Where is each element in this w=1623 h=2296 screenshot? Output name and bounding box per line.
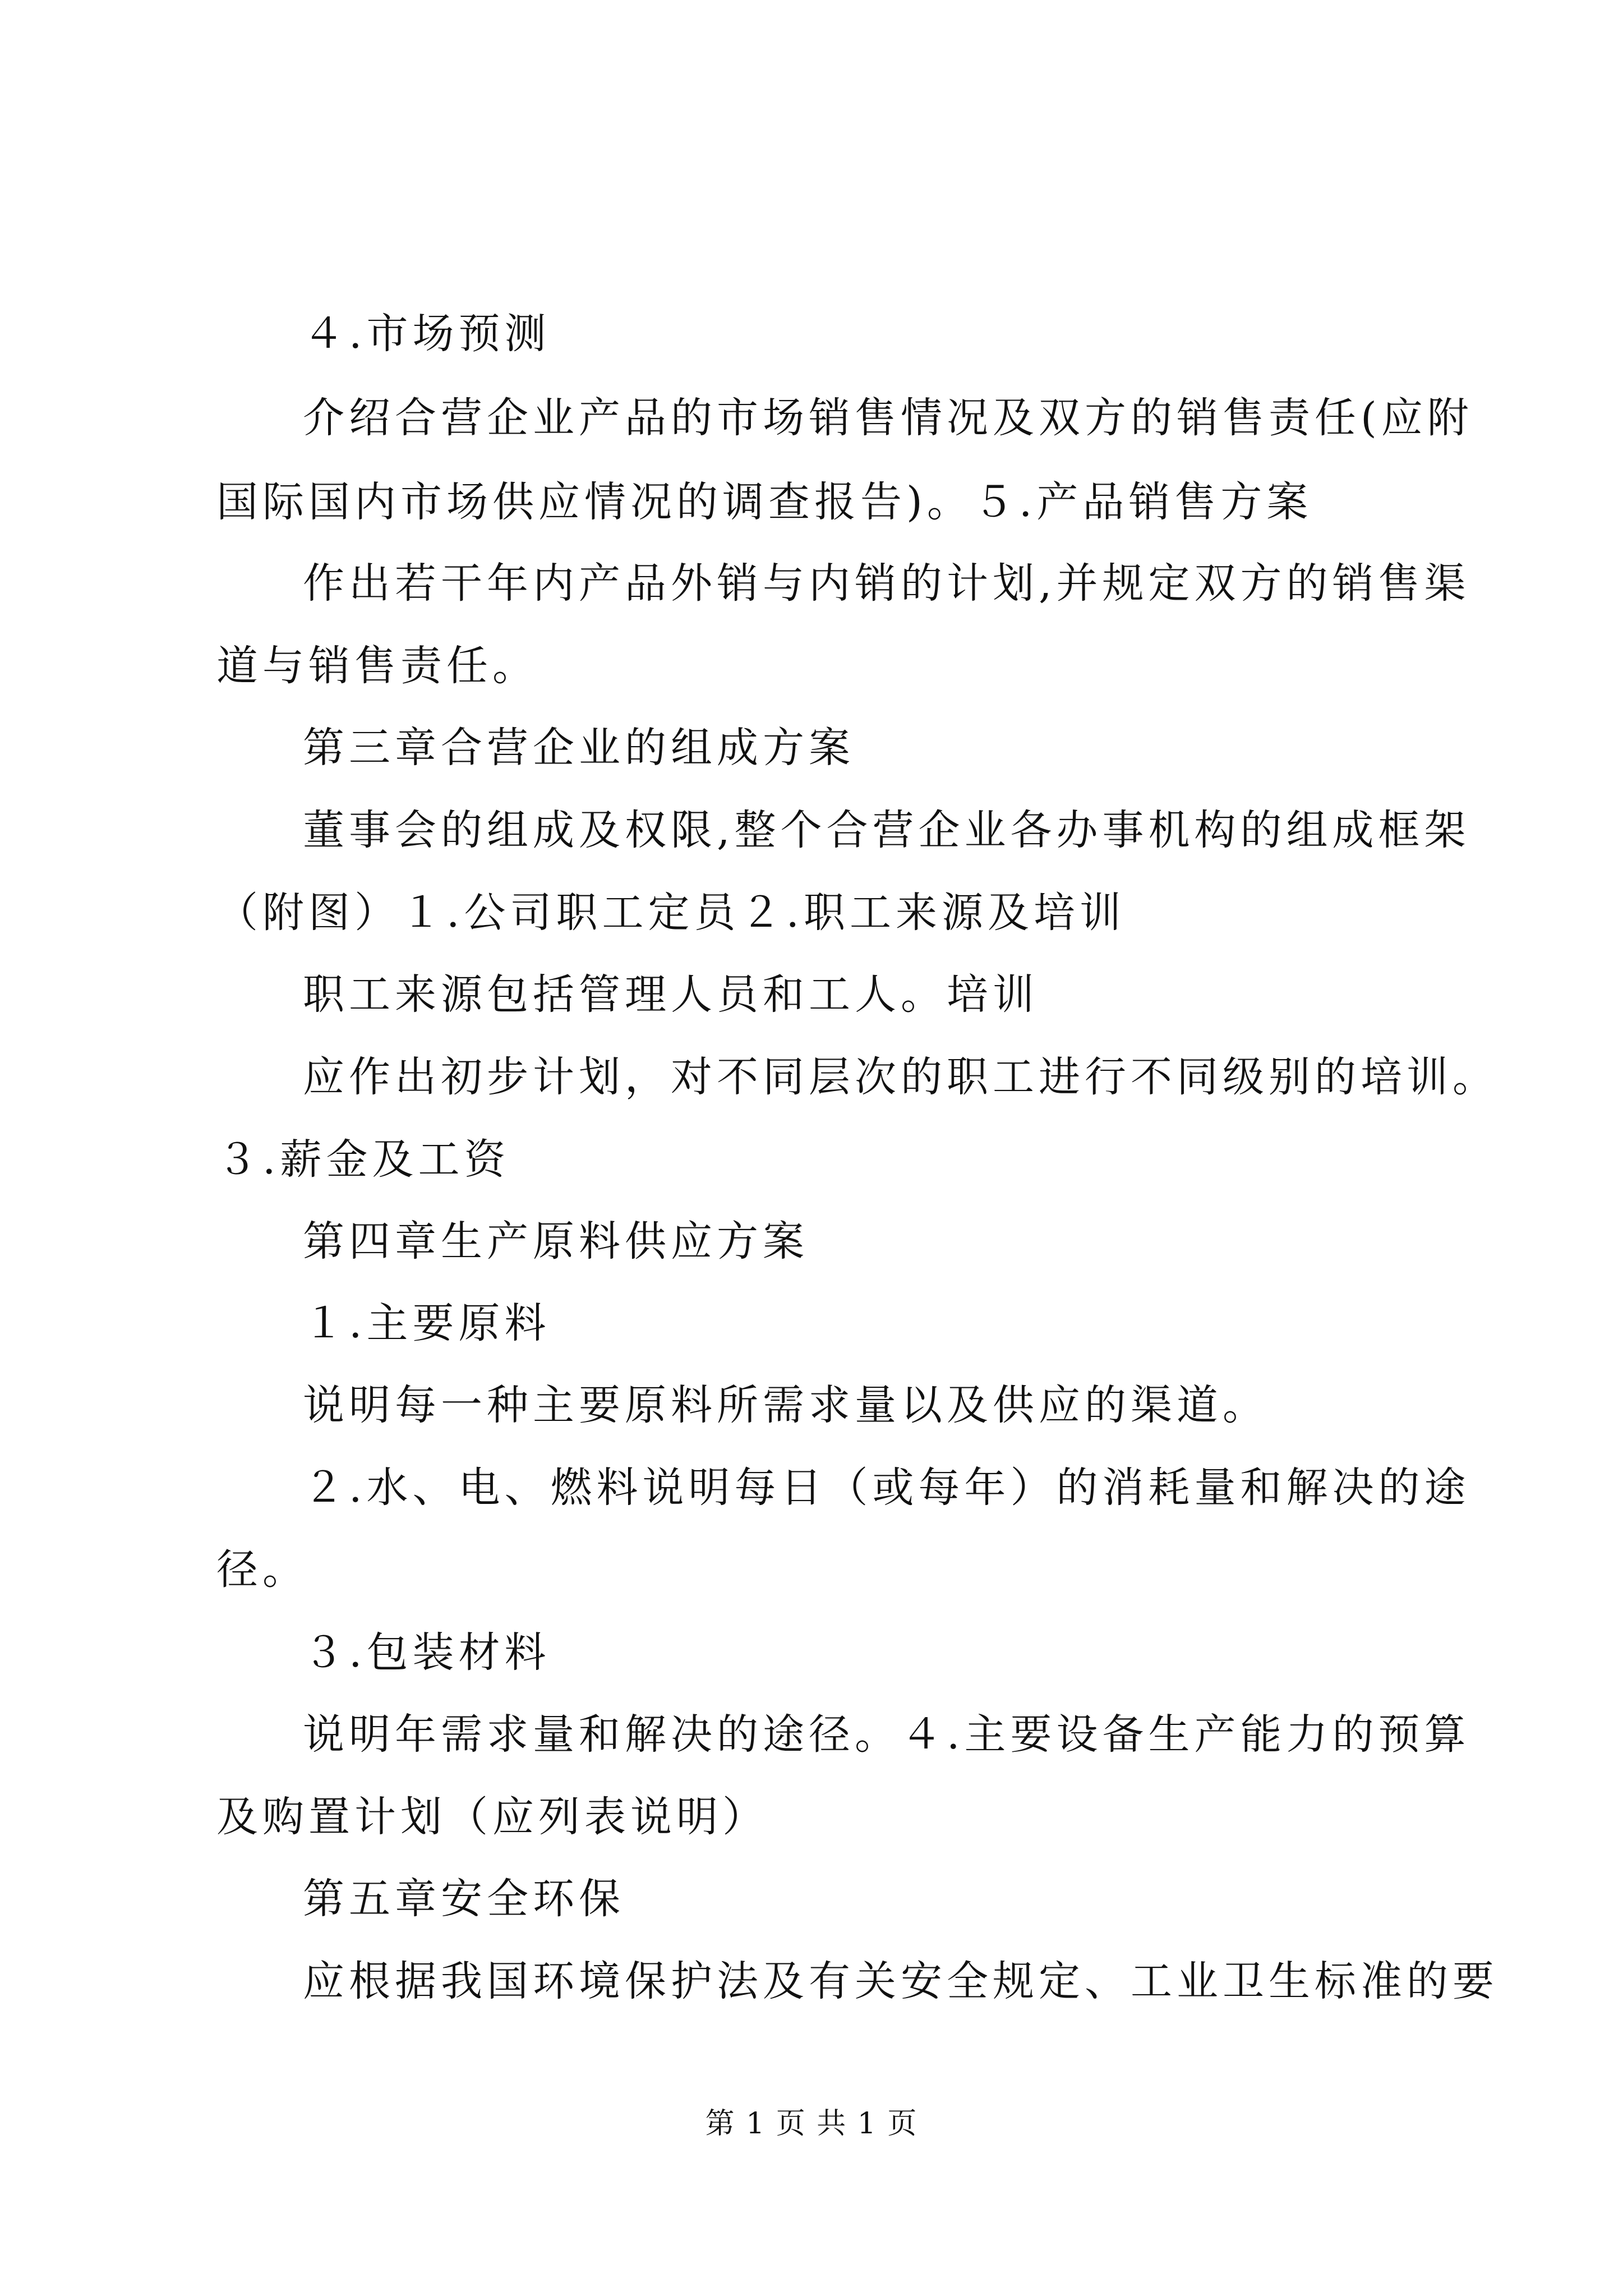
paragraph-line: 径。 <box>216 1545 308 1594</box>
paragraph-line: 国际国内市场供应情况的调查报告)。５.产品销售方案 <box>216 478 1313 526</box>
paragraph-line: 说明年需求量和解决的途径。４.主要设备生产能力的预算 <box>303 1710 1470 1759</box>
page-footer: 第 1 页 共 1 页 <box>705 2107 918 2141</box>
paragraph-line: ２.水、电、燃料说明每日（或每年）的消耗量和解决的途 <box>303 1464 1470 1512</box>
paragraph-line: 应作出初步计划，对不同层次的职工进行不同级别的培训。 <box>303 1053 1498 1101</box>
paragraph-line: （附图）１.公司职工定员２.职工来源及培训 <box>216 889 1126 937</box>
paragraph-line: 作出若干年内产品外销与内销的计划,并规定双方的销售渠 <box>303 559 1470 608</box>
heading-market-forecast: ４.市场预测 <box>303 310 551 358</box>
chapter-heading-3: 第三章合营企业的组成方案 <box>303 724 855 772</box>
heading-salary: ３.薪金及工资 <box>216 1135 510 1184</box>
paragraph-line: 应根据我国环境保护法及有关安全规定、工业卫生标准的要 <box>303 1957 1498 2005</box>
paragraph-line: 说明每一种主要原料所需求量以及供应的渠道。 <box>303 1381 1269 1429</box>
paragraph-line: 董事会的组成及权限,整个合营企业各办事机构的组成框架 <box>303 806 1470 854</box>
chapter-heading-4: 第四章生产原料供应方案 <box>303 1217 809 1266</box>
paragraph-line: 介绍合营企业产品的市场销售情况及双方的销售责任(应附 <box>303 394 1473 442</box>
heading-packaging: ３.包装材料 <box>303 1628 551 1677</box>
paragraph-line: 道与销售责任。 <box>216 642 538 690</box>
chapter-heading-5: 第五章安全环保 <box>303 1875 625 1923</box>
paragraph-line: 及购置计划（应列表说明） <box>216 1793 768 1841</box>
heading-main-materials: １.主要原料 <box>303 1299 551 1347</box>
paragraph-line: 职工来源包括管理人员和工人。培训 <box>303 970 1039 1019</box>
